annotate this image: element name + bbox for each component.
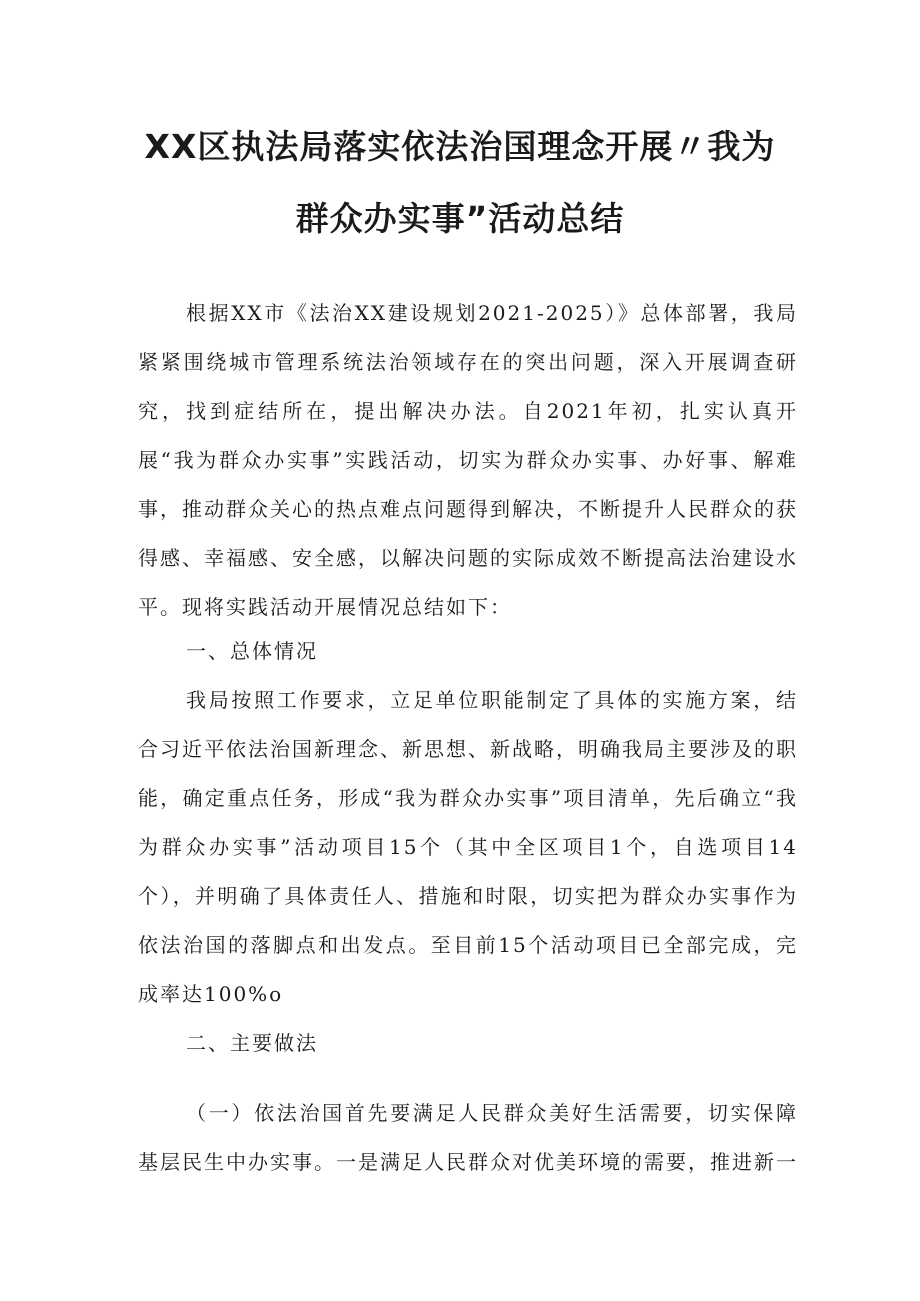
document-title-line-2: 群众办实事”活动总结 (295, 199, 625, 238)
section-heading-main-practices: 二、主要做法 (186, 1031, 318, 1055)
document-title-line-1: XX区执法局落实依法治国理念开展〃我为 (144, 127, 776, 166)
paragraph-overview: 我局按照工作要求，立足单位职能制定了具体的实施方案，结合习近平依法治国新理念、新思想、新战略，明确我局主要涉及的职能，确定重点任务，形成“我为群众办实事”项目清单，先后确立“我为群众办实事”活动项目15个（其中全区项目1个，自选项目14个），并明确了具体责任人、措施和时限，切实把为群众办实事作为依法治国的落脚点和出发点。至目前15个活动项目已全部完成，完成率达100%o (138, 688, 798, 1006)
paragraph-intro: 根据XX市《法治XX建设规划2021-2025）》总体部署，我局紧紧围绕城市管理系统法治领域存在的突出问题，深入开展调查研究，找到症结所在，提出解决办法。自2021年初，扎实认真开展“我为群众办实事”实践活动，切实为群众办实事、办好事、解难事，推动群众关心的热点难点问题得到解决，不断提升人民群众的获得感、幸福感、安全感，以解决问题的实际成效不断提高法治建设水平。现将实践活动开展情况总结如下： (138, 301, 798, 619)
paragraph-practice-1: （一）依法治国首先要满足人民群众美好生活需要，切实保障基层民生中办实事。一是满足人民群众对优美环境的需要，推进新一 (138, 1101, 798, 1174)
section-heading-overview: 一、总体情况 (186, 639, 318, 663)
